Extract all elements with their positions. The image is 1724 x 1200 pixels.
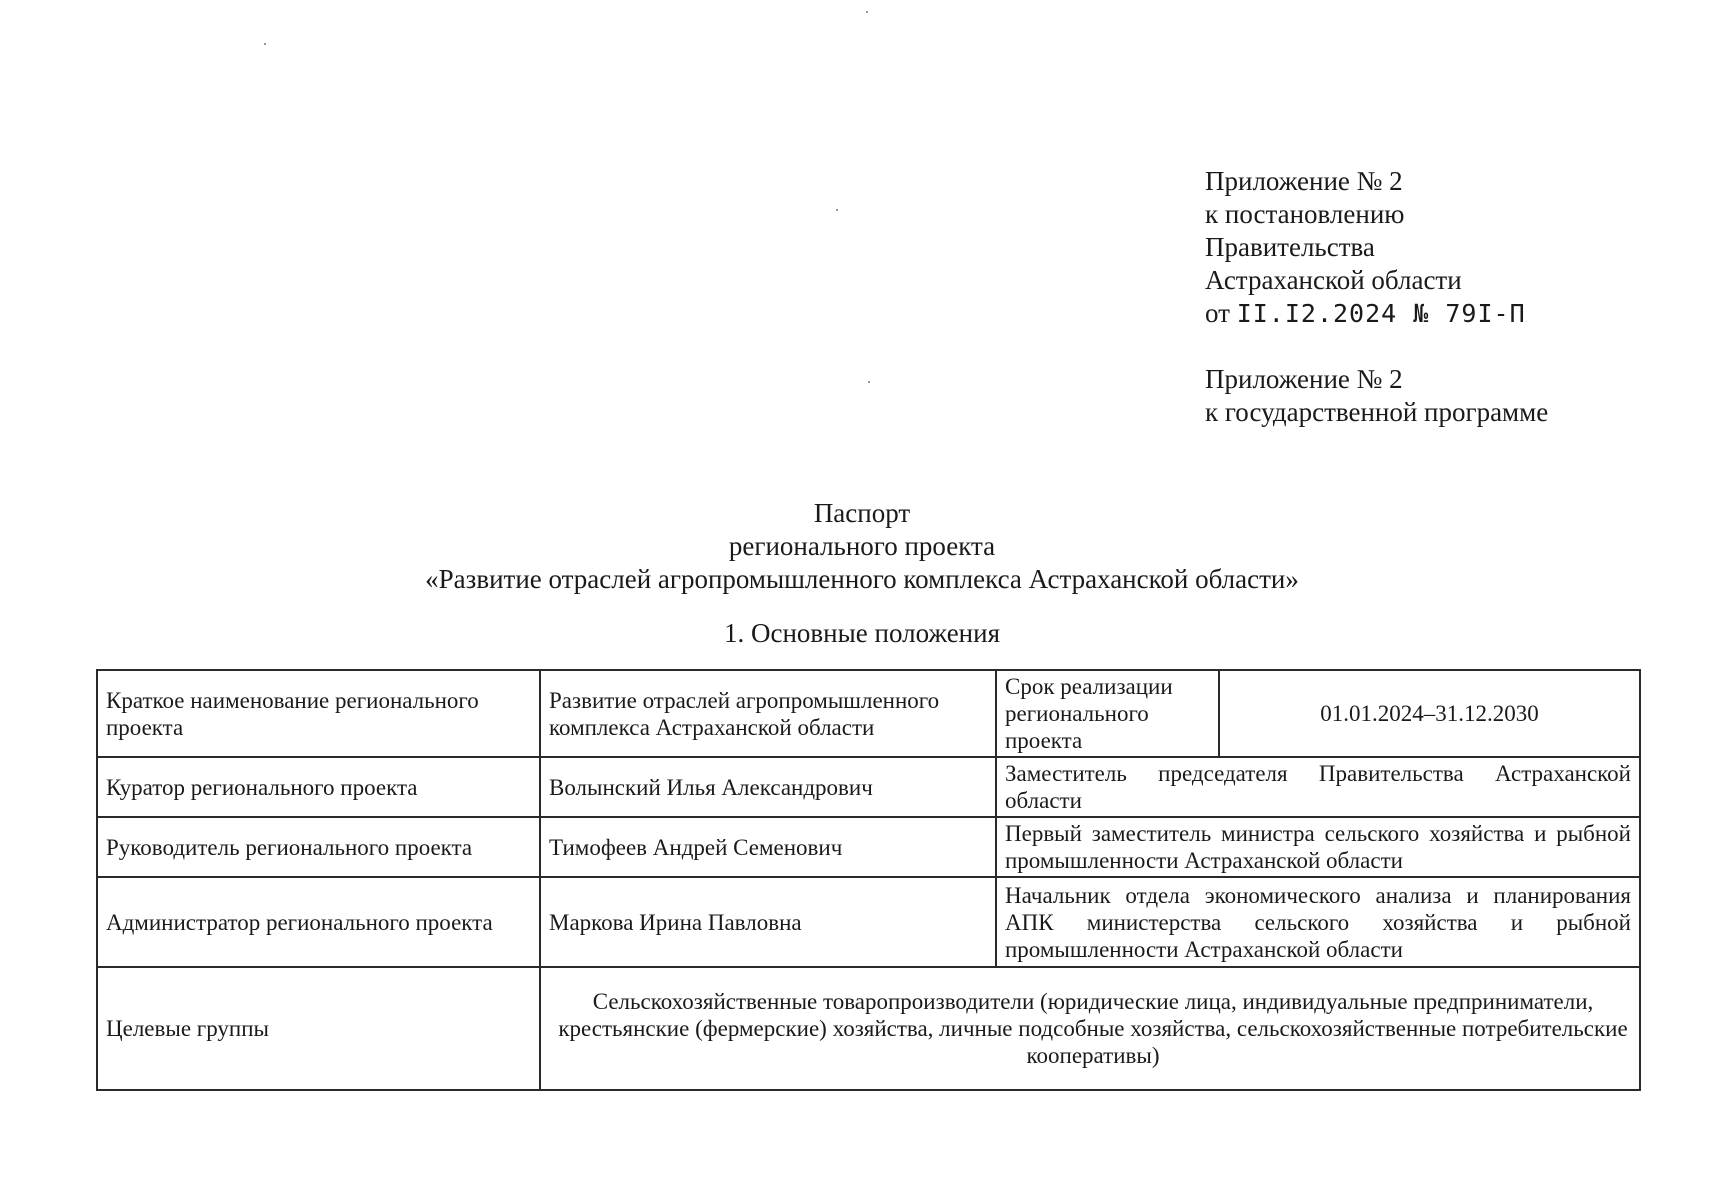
table-cell-name: Маркова Ирина Павловна (540, 877, 996, 967)
table-cell-name: Тимофеев Андрей Семенович (540, 817, 996, 877)
table-cell-label: Руководитель регионального проекта (97, 817, 540, 877)
table-cell-name: Волынский Илья Александрович (540, 757, 996, 817)
document-title (0, 497, 1724, 596)
title-line: регионального проекта (728, 531, 996, 561)
date-number: II.I2.2024 № 79I-П (1236, 299, 1526, 328)
title-line: Паспорт (813, 498, 911, 528)
appendix-line: Приложение № 2 (1205, 166, 1403, 196)
table-row (97, 670, 1640, 757)
scan-speck (868, 381, 870, 383)
passport-table (96, 669, 1641, 1091)
table-cell-target-groups: Сельскохозяйственные товаропроизводители (юридические лица, индивидуальные предприниматели, крестьянские (фермерские) хозяйства, личные подсобные хозяйства, сельскохозяйственные потребительские кооперативы) (540, 967, 1640, 1090)
table-cell-value: Развитие отраслей агропромышленного комплекса Астраханской области (540, 670, 996, 757)
table-cell-label: Администратор регионального проекта (97, 877, 540, 967)
scan-speck (866, 11, 868, 13)
appendix-line: Астраханской области (1205, 265, 1462, 295)
section-heading: 1. Основные положения (724, 618, 1000, 648)
appendix-line: к государственной программе (1205, 397, 1549, 427)
table-cell-label: Целевые группы (97, 967, 540, 1090)
appendix-line: Приложение № 2 (1205, 364, 1403, 394)
table-cell-label: Куратор регионального проекта (97, 757, 540, 817)
scan-speck (836, 209, 838, 211)
table-cell-position: Начальник отдела экономического анализа и планирования АПК министерства сельского хозяйства и рыбной промышленности Астраханской области (996, 877, 1640, 967)
appendix-date-line (1205, 297, 1685, 330)
table-cell-term-value: 01.01.2024–31.12.2030 (1219, 670, 1640, 757)
table-cell-term-label: Срок реализации регионального проекта (996, 670, 1219, 757)
appendix-line: Правительства (1205, 232, 1375, 262)
table-row (97, 817, 1640, 877)
scan-speck (264, 43, 266, 45)
table-cell-position: Заместитель председателя Правительства Астраханской области (996, 757, 1640, 817)
table-row (97, 757, 1640, 817)
table-cell-position: Первый заместитель министра сельского хозяйства и рыбной промышленности Астраханской области (996, 817, 1640, 877)
appendix-line: к постановлению (1205, 199, 1405, 229)
table-row (97, 967, 1640, 1090)
date-prefix: от (1205, 298, 1230, 328)
table-cell-label: Краткое наименование регионального проекта (97, 670, 540, 757)
table-row (97, 877, 1640, 967)
appendix-block (1205, 165, 1685, 429)
title-line: «Развитие отраслей агропромышленного комплекса Астраханской области» (425, 564, 1299, 594)
